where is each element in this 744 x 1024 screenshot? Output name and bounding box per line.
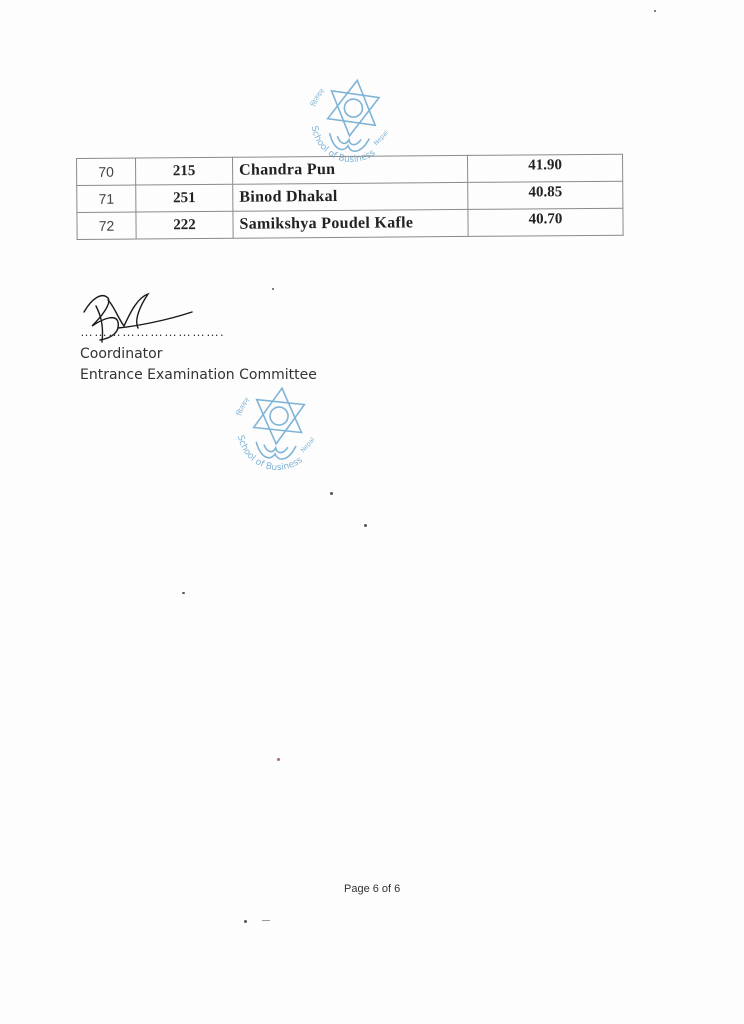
svg-text:चितवन xyxy=(309,86,327,108)
roll-number-cell: 251 xyxy=(136,184,233,212)
scan-speck xyxy=(330,492,333,495)
table-row xyxy=(77,154,623,185)
committee-name: Entrance Examination Committee xyxy=(80,367,317,383)
page-number: Page 6 of 6 xyxy=(344,883,401,895)
serial-number-cell: 72 xyxy=(77,212,136,239)
seal-bottom-text: School of Business xyxy=(308,125,378,165)
scan-speck xyxy=(654,10,656,12)
score-cell: 40.70 xyxy=(468,208,623,236)
scan-speck xyxy=(364,524,367,527)
results-table xyxy=(76,154,624,240)
seal-bottom-text: School of Business xyxy=(234,434,305,474)
scan-speck xyxy=(272,288,274,290)
student-name-cell: Binod Dhakal xyxy=(233,182,468,211)
signature-line: …………………………. xyxy=(80,324,225,339)
signatory-title: Coordinator xyxy=(80,346,163,362)
school-seal-stamp xyxy=(221,369,335,483)
table-row xyxy=(77,181,623,212)
serial-number-cell: 70 xyxy=(77,158,136,185)
seal-right-text: Nepal xyxy=(299,436,317,455)
table-row xyxy=(77,208,623,239)
student-name-cell: Chandra Pun xyxy=(232,155,467,184)
serial-number-cell: 71 xyxy=(77,185,136,212)
seal-top-text: चितवन xyxy=(309,87,327,108)
seal-top-text: चितवन xyxy=(235,396,252,417)
svg-text:School of Business xyxy=(232,433,308,476)
svg-text:चितवन xyxy=(234,396,252,418)
score-cell: 41.90 xyxy=(467,154,622,182)
seal-right-text: Nepal xyxy=(372,129,390,148)
scan-speck xyxy=(277,758,280,761)
score-cell: 40.85 xyxy=(468,181,623,209)
roll-number-cell: 222 xyxy=(136,211,233,239)
student-name-cell: Samikshya Poudel Kafle xyxy=(233,209,468,238)
roll-number-cell: 215 xyxy=(136,157,233,185)
scan-speck xyxy=(182,592,185,594)
scan-speck xyxy=(262,920,270,921)
scan-speck xyxy=(244,920,247,923)
